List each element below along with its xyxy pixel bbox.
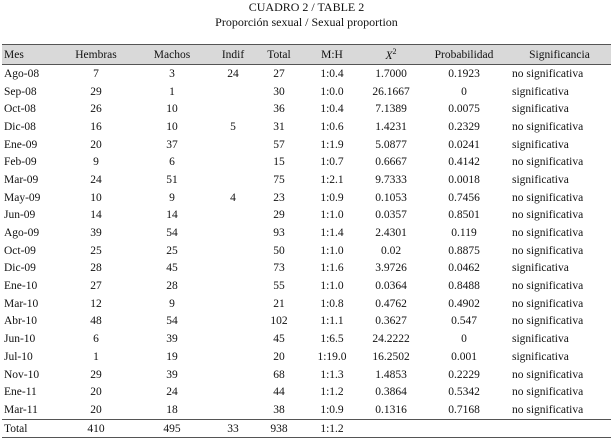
cell-machos: 3 — [169, 67, 175, 80]
cell-indif — [210, 401, 256, 419]
cell-mh: 1:1.2 — [320, 386, 344, 399]
cell-hembras: 6 — [93, 333, 99, 346]
header-x2-base: X — [385, 50, 393, 62]
cell-probabilidad: 0.0075 — [448, 103, 480, 116]
cell-mes: Sep-08 — [4, 85, 37, 98]
cell-total: 93 — [273, 227, 285, 240]
cell-total: 15 — [273, 156, 285, 169]
cell-x2: 7.1389 — [375, 103, 407, 116]
table-caption-line2: Proporción sexual / Sexual proportion — [215, 15, 398, 29]
cell-indif — [210, 260, 256, 278]
cell-hembras: 16 — [90, 120, 102, 133]
cell-significancia: no significativa — [512, 280, 584, 293]
cell-total: 36 — [273, 103, 285, 116]
cell-x2: 0.0357 — [375, 209, 407, 222]
cell-mh: 1:0.6 — [320, 120, 344, 133]
cell-x2: 16.2502 — [372, 350, 410, 363]
cell-total: 68 — [273, 368, 285, 381]
cell-indif — [210, 100, 256, 118]
cell-hembras: 1 — [93, 350, 99, 363]
cell-mes: Dic-08 — [4, 120, 36, 133]
cell-machos: 45 — [166, 262, 178, 275]
cell-probabilidad: 0.2329 — [448, 120, 480, 133]
cell-mh: 1:0.0 — [320, 85, 344, 98]
table-row — [2, 224, 611, 242]
cell-total: 73 — [273, 262, 285, 275]
cell-probabilidad: 0.8875 — [448, 244, 480, 257]
cell-probabilidad: 0.7456 — [448, 191, 480, 204]
header-total: Total — [256, 45, 302, 65]
table-row — [2, 383, 611, 401]
cell-indif — [210, 153, 256, 171]
cell-total: 38 — [273, 403, 285, 416]
cell-machos: 19 — [166, 350, 178, 363]
cell-hembras: 24 — [90, 173, 102, 186]
cell-total: 20 — [273, 350, 285, 363]
cell-hembras: 12 — [90, 297, 102, 310]
cell-total: 57 — [273, 138, 285, 151]
cell-machos: 37 — [166, 138, 178, 151]
cell-mes: Oct-09 — [4, 244, 36, 257]
cell-significancia: no significativa — [512, 315, 584, 328]
cell-x2: 1.4853 — [375, 368, 407, 381]
cell-mes: Ene-09 — [4, 138, 38, 151]
cell-x2: 5.0877 — [375, 138, 407, 151]
cell-probabilidad: 0.4142 — [448, 156, 480, 169]
cell-hembras: 29 — [90, 85, 102, 98]
cell-x2: 0.02 — [380, 244, 402, 257]
cell-significancia: no significativa — [512, 67, 584, 80]
cell-machos: 9 — [169, 191, 175, 204]
cell-mh: 1:1.1 — [320, 315, 344, 328]
cell-x2: 0.4762 — [375, 297, 407, 310]
header-row — [2, 45, 611, 65]
cell-mh: 1:1.3 — [320, 368, 344, 381]
cell-hembras: 20 — [90, 138, 102, 151]
table-row — [2, 295, 611, 313]
cell-machos: 25 — [166, 244, 178, 257]
cell-probabilidad: 0.8488 — [448, 280, 480, 293]
table-row — [2, 153, 611, 171]
table-row — [2, 260, 611, 278]
cell-significancia: significativa — [512, 103, 569, 116]
table-row — [2, 366, 611, 384]
table-row — [2, 242, 611, 260]
cell-x2: 26.1667 — [372, 85, 410, 98]
cell-mes: Ago-09 — [4, 227, 40, 240]
cell-mes: Jun-10 — [4, 333, 36, 346]
table-row — [2, 330, 611, 348]
total-cell-significancia — [508, 419, 611, 438]
cell-probabilidad: 0.2229 — [448, 368, 480, 381]
header-x2 — [362, 45, 420, 65]
total-cell-mes: Total — [2, 419, 58, 438]
cell-total: 44 — [273, 386, 285, 399]
cell-total: 55 — [273, 280, 285, 293]
cell-mes: Dic-09 — [4, 262, 36, 275]
cell-indif: 24 — [227, 67, 239, 80]
header-x2-sup: 2 — [392, 47, 397, 56]
cell-machos: 51 — [166, 173, 178, 186]
cell-probabilidad: 0.1923 — [448, 67, 480, 80]
total-cell-probabilidad — [420, 419, 508, 438]
cell-x2: 0.0364 — [375, 280, 407, 293]
cell-significancia: no significativa — [512, 120, 584, 133]
cell-mes: Jun-09 — [4, 209, 36, 222]
cell-total: 29 — [273, 209, 285, 222]
cell-significancia: significativa — [512, 333, 569, 346]
cell-hembras: 20 — [90, 386, 102, 399]
cell-mh: 1:1.0 — [320, 209, 344, 222]
cell-mes: Ene-10 — [4, 280, 38, 293]
table-caption-line1: CUADRO 2 / TABLE 2 — [248, 0, 365, 14]
cell-significancia: significativa — [512, 138, 569, 151]
cell-significancia: no significativa — [512, 227, 584, 240]
cell-total: 23 — [273, 191, 285, 204]
cell-x2: 0.3864 — [375, 386, 407, 399]
cell-significancia: significativa — [512, 350, 569, 363]
table-row — [2, 277, 611, 295]
total-row — [2, 419, 611, 438]
header-significancia: Significancia — [508, 45, 611, 65]
cell-probabilidad: 0.5342 — [448, 386, 480, 399]
cell-probabilidad: 0.0018 — [448, 173, 480, 186]
header-mh: M:H — [302, 45, 362, 65]
header-mes: Mes — [2, 45, 58, 65]
cell-indif — [210, 242, 256, 260]
cell-significancia: no significativa — [512, 403, 584, 416]
cell-machos: 18 — [166, 403, 178, 416]
cell-x2: 0.6667 — [375, 156, 407, 169]
cell-machos: 10 — [166, 120, 178, 133]
cell-significancia: significativa — [512, 85, 569, 98]
table-row — [2, 348, 611, 366]
cell-total: 27 — [273, 67, 285, 80]
cell-probabilidad: 0.7168 — [448, 403, 480, 416]
cell-total: 50 — [273, 244, 285, 257]
cell-mh: 1:1.0 — [320, 280, 344, 293]
sex-proportion-table — [2, 44, 611, 438]
cell-machos: 14 — [166, 209, 178, 222]
cell-indif: 5 — [230, 120, 236, 133]
cell-probabilidad: 0 — [461, 333, 467, 346]
cell-indif — [210, 83, 256, 101]
header-hembras: Hembras — [58, 45, 134, 65]
cell-significancia: significativa — [512, 173, 569, 186]
cell-x2: 1.7000 — [375, 67, 407, 80]
cell-hembras: 20 — [90, 403, 102, 416]
cell-mh: 1:0.7 — [320, 156, 344, 169]
cell-x2: 9.7333 — [375, 173, 407, 186]
cell-hembras: 39 — [90, 227, 102, 240]
cell-indif — [210, 136, 256, 154]
cell-mh: 1:0.9 — [320, 403, 344, 416]
total-cell-hembras: 410 — [58, 419, 134, 438]
cell-mes: Jul-10 — [4, 350, 33, 363]
cell-mh: 1:0.4 — [320, 103, 344, 116]
cell-indif — [210, 207, 256, 225]
cell-machos: 10 — [166, 103, 178, 116]
header-probabilidad: Probabilidad — [420, 45, 508, 65]
cell-mh: 1:1.4 — [320, 227, 344, 240]
cell-mh: 1:2.1 — [320, 173, 344, 186]
cell-probabilidad: 0.0462 — [448, 262, 480, 275]
cell-total: 31 — [273, 120, 285, 133]
header-machos: Machos — [134, 45, 210, 65]
cell-total: 30 — [273, 85, 285, 98]
cell-mh: 1:19.0 — [317, 350, 347, 363]
cell-significancia: no significativa — [512, 209, 584, 222]
cell-probabilidad: 0.001 — [451, 350, 477, 363]
table-row — [2, 401, 611, 419]
cell-mes: Mar-11 — [4, 403, 38, 416]
cell-total: 45 — [273, 333, 285, 346]
table-row — [2, 207, 611, 225]
cell-mh: 1:0.9 — [320, 191, 344, 204]
cell-indif — [210, 277, 256, 295]
cell-indif — [210, 224, 256, 242]
total-cell-mh: 1:1.2 — [302, 419, 362, 438]
table-row — [2, 313, 611, 331]
cell-x2: 2.4301 — [375, 227, 407, 240]
cell-machos: 9 — [169, 297, 175, 310]
cell-total: 75 — [273, 173, 285, 186]
cell-mes: Oct-08 — [4, 103, 36, 116]
cell-mes: Feb-09 — [4, 156, 37, 169]
cell-machos: 28 — [166, 280, 178, 293]
cell-indif — [210, 348, 256, 366]
cell-hembras: 48 — [90, 315, 102, 328]
table-row — [2, 171, 611, 189]
cell-mes: Abr-10 — [4, 315, 37, 328]
cell-machos: 54 — [166, 315, 178, 328]
cell-mh: 1:1.0 — [320, 244, 344, 257]
cell-probabilidad: 0.119 — [451, 227, 477, 240]
cell-hembras: 10 — [90, 191, 102, 204]
cell-significancia: no significativa — [512, 191, 584, 204]
total-cell-x2 — [362, 419, 420, 438]
cell-machos: 24 — [166, 386, 178, 399]
cell-hembras: 25 — [90, 244, 102, 257]
cell-indif — [210, 330, 256, 348]
cell-significancia: no significativa — [512, 386, 584, 399]
table-row — [2, 65, 611, 83]
cell-significancia: significativa — [512, 262, 569, 275]
cell-machos: 1 — [169, 85, 175, 98]
cell-probabilidad: 0 — [461, 85, 467, 98]
total-cell-machos: 495 — [134, 419, 210, 438]
cell-x2: 1.4231 — [375, 120, 407, 133]
table-row — [2, 136, 611, 154]
cell-machos: 39 — [166, 333, 178, 346]
cell-probabilidad: 0.4902 — [448, 297, 480, 310]
cell-hembras: 29 — [90, 368, 102, 381]
cell-machos: 6 — [169, 156, 175, 169]
total-cell-indif: 33 — [210, 419, 256, 438]
cell-hembras: 27 — [90, 280, 102, 293]
cell-indif — [210, 313, 256, 331]
cell-mes: Mar-09 — [4, 173, 39, 186]
cell-x2: 0.3627 — [375, 315, 407, 328]
cell-mh: 1:0.8 — [320, 297, 344, 310]
cell-significancia: no significativa — [512, 244, 584, 257]
cell-machos: 39 — [166, 368, 178, 381]
cell-x2: 3.9726 — [375, 262, 407, 275]
cell-machos: 54 — [166, 227, 178, 240]
cell-probabilidad: 0.547 — [451, 315, 477, 328]
header-indif: Indif — [210, 45, 256, 65]
cell-mes: Ago-08 — [4, 67, 40, 80]
table-row — [2, 83, 611, 101]
cell-total: 21 — [273, 297, 285, 310]
cell-hembras: 9 — [93, 156, 99, 169]
table-row — [2, 118, 611, 136]
cell-probabilidad: 0.0241 — [448, 138, 480, 151]
cell-indif: 4 — [230, 191, 236, 204]
cell-mes: May-09 — [4, 191, 41, 204]
cell-hembras: 7 — [93, 67, 99, 80]
cell-probabilidad: 0.8501 — [448, 209, 480, 222]
cell-hembras: 26 — [90, 103, 102, 116]
cell-x2: 0.1316 — [375, 403, 407, 416]
cell-total: 102 — [270, 315, 288, 328]
cell-significancia: no significativa — [512, 297, 584, 310]
cell-significancia: no significativa — [512, 156, 584, 169]
cell-mh: 1:6.5 — [320, 333, 344, 346]
table-row — [2, 189, 611, 207]
total-cell-total: 938 — [256, 419, 302, 438]
cell-indif — [210, 295, 256, 313]
table-row — [2, 100, 611, 118]
cell-hembras: 14 — [90, 209, 102, 222]
cell-mes: Ene-11 — [4, 386, 37, 399]
cell-indif — [210, 171, 256, 189]
cell-mes: Mar-10 — [4, 297, 39, 310]
cell-mh: 1:1.9 — [320, 138, 344, 151]
cell-indif — [210, 383, 256, 401]
cell-mh: 1:0.4 — [320, 67, 344, 80]
cell-hembras: 28 — [90, 262, 102, 275]
cell-indif — [210, 366, 256, 384]
cell-mh: 1:1.6 — [320, 262, 344, 275]
cell-x2: 24.2222 — [372, 333, 410, 346]
cell-significancia: no significativa — [512, 368, 584, 381]
cell-x2: 0.1053 — [375, 191, 407, 204]
cell-mes: Nov-10 — [4, 368, 40, 381]
